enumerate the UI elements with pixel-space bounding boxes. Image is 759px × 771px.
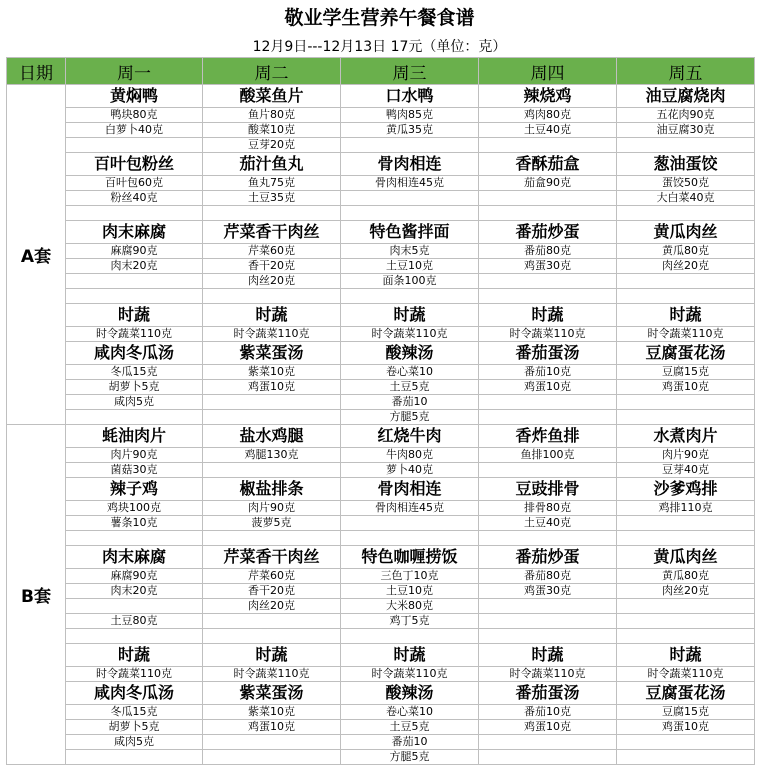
dish-name-cell[interactable]: 油豆腐烧肉 — [617, 85, 755, 108]
ingredient-row — [7, 614, 755, 629]
dish-name-cell[interactable]: 时蔬 — [203, 644, 341, 667]
dish-name-cell[interactable]: 芹菜香干肉丝 — [203, 221, 341, 244]
ingredient-cell[interactable]: 冬瓜15克 — [66, 705, 203, 720]
ingredient-cell[interactable] — [203, 531, 341, 546]
dish-name-cell[interactable]: 辣子鸡 — [66, 478, 203, 501]
ingredient-cell[interactable] — [479, 599, 617, 614]
ingredient-cell[interactable]: 紫菜10克 — [203, 365, 341, 380]
ingredient-cell[interactable] — [617, 274, 755, 289]
ingredient-row — [7, 123, 755, 138]
ingredient-row — [7, 365, 755, 380]
ingredient-cell[interactable] — [203, 395, 341, 410]
ingredient-cell[interactable]: 鸡块100克 — [66, 501, 203, 516]
ingredient-cell[interactable]: 方腿5克 — [341, 750, 479, 765]
ingredient-cell[interactable] — [479, 410, 617, 425]
ingredient-cell[interactable]: 肉片90克 — [66, 448, 203, 463]
dish-name-cell[interactable]: 紫菜蛋汤 — [203, 682, 341, 705]
ingredient-cell[interactable]: 土豆40克 — [479, 516, 617, 531]
ingredient-cell[interactable] — [617, 516, 755, 531]
ingredient-cell[interactable]: 麻腐90克 — [66, 244, 203, 259]
ingredient-cell[interactable]: 萝卜40克 — [341, 463, 479, 478]
dish-name-cell[interactable]: 咸肉冬瓜汤 — [66, 682, 203, 705]
ingredient-cell[interactable]: 芹菜60克 — [203, 569, 341, 584]
ingredient-cell[interactable]: 鸡蛋10克 — [479, 380, 617, 395]
ingredient-cell[interactable] — [479, 735, 617, 750]
ingredient-cell[interactable] — [617, 629, 755, 644]
ingredient-cell[interactable]: 薯条10克 — [66, 516, 203, 531]
ingredient-cell[interactable]: 茄盒90克 — [479, 176, 617, 191]
ingredient-row — [7, 667, 755, 682]
ingredient-cell[interactable]: 肉丝20克 — [617, 259, 755, 274]
ingredient-cell[interactable]: 时令蔬菜110克 — [617, 667, 755, 682]
ingredient-cell[interactable] — [66, 410, 203, 425]
ingredient-cell[interactable]: 咸肉5克 — [66, 395, 203, 410]
date-range-subtitle: 12月9日---12月13日 17元（单位：克） — [252, 39, 507, 55]
dish-name-cell[interactable]: 番茄炒蛋 — [479, 221, 617, 244]
dish-name-cell[interactable]: 骨肉相连 — [341, 478, 479, 501]
ingredient-cell[interactable] — [66, 206, 203, 221]
ingredient-cell[interactable]: 鸡蛋30克 — [479, 584, 617, 599]
dish-name-cell[interactable]: 芹菜香干肉丝 — [203, 546, 341, 569]
ingredient-cell[interactable]: 黄瓜80克 — [617, 569, 755, 584]
ingredient-cell[interactable]: 番茄80克 — [479, 569, 617, 584]
ingredient-row — [7, 501, 755, 516]
ingredient-cell[interactable]: 土豆10克 — [341, 584, 479, 599]
ingredient-cell[interactable] — [479, 274, 617, 289]
ingredient-cell[interactable] — [203, 614, 341, 629]
ingredient-row — [7, 750, 755, 765]
ingredient-cell[interactable]: 肉末5克 — [341, 244, 479, 259]
ingredient-cell[interactable]: 卷心菜10 — [341, 365, 479, 380]
ingredient-cell[interactable]: 大米80克 — [341, 599, 479, 614]
ingredient-cell[interactable]: 番茄10 — [341, 395, 479, 410]
ingredient-cell[interactable] — [66, 750, 203, 765]
ingredient-cell[interactable] — [617, 735, 755, 750]
ingredient-cell[interactable] — [341, 629, 479, 644]
ingredient-cell[interactable]: 麻腐90克 — [66, 569, 203, 584]
ingredient-cell[interactable]: 香干20克 — [203, 259, 341, 274]
ingredient-cell[interactable]: 排骨80克 — [479, 501, 617, 516]
dish-name-cell[interactable]: 时蔬 — [203, 304, 341, 327]
dish-name-cell[interactable]: 香酥茄盒 — [479, 153, 617, 176]
dish-name-cell[interactable]: 水煮肉片 — [617, 425, 755, 448]
ingredient-cell[interactable]: 时令蔬菜110克 — [203, 667, 341, 682]
dish-name-cell[interactable]: 肉末麻腐 — [66, 546, 203, 569]
dish-name-cell[interactable]: 椒盐排条 — [203, 478, 341, 501]
ingredient-row — [7, 327, 755, 342]
ingredient-cell[interactable]: 酸菜10克 — [203, 123, 341, 138]
ingredient-cell[interactable] — [66, 274, 203, 289]
ingredient-cell[interactable] — [479, 191, 617, 206]
ingredient-cell[interactable]: 紫菜10克 — [203, 705, 341, 720]
ingredient-cell[interactable] — [617, 206, 755, 221]
dish-row — [7, 682, 755, 705]
ingredient-cell[interactable]: 时令蔬菜110克 — [66, 327, 203, 342]
dish-name-cell[interactable]: 特色咖喱捞饭 — [341, 546, 479, 569]
ingredient-cell[interactable]: 土豆10克 — [341, 259, 479, 274]
dish-row — [7, 153, 755, 176]
header-day-cell[interactable]: 周三 — [341, 58, 479, 85]
ingredient-cell[interactable] — [203, 463, 341, 478]
ingredient-cell[interactable] — [617, 599, 755, 614]
menu-table — [6, 57, 755, 765]
ingredient-cell[interactable] — [617, 138, 755, 153]
ingredient-cell[interactable]: 肉丝20克 — [617, 584, 755, 599]
ingredient-row — [7, 108, 755, 123]
ingredient-cell[interactable] — [203, 410, 341, 425]
dish-name-cell[interactable]: 时蔬 — [617, 304, 755, 327]
header-row — [7, 58, 755, 85]
ingredient-row — [7, 735, 755, 750]
dish-name-cell[interactable]: 沙爹鸡排 — [617, 478, 755, 501]
ingredient-row — [7, 410, 755, 425]
ingredient-cell[interactable] — [617, 531, 755, 546]
ingredient-cell[interactable] — [479, 289, 617, 304]
dish-name-cell[interactable]: 百叶包粉丝 — [66, 153, 203, 176]
dish-name-cell[interactable]: 蚝油肉片 — [66, 425, 203, 448]
ingredient-cell[interactable] — [479, 614, 617, 629]
ingredient-cell[interactable]: 卷心菜10 — [341, 705, 479, 720]
dish-name-cell[interactable]: 豆豉排骨 — [479, 478, 617, 501]
ingredient-row — [7, 206, 755, 221]
ingredient-cell[interactable]: 豆腐15克 — [617, 705, 755, 720]
header-day-cell[interactable]: 周一 — [66, 58, 203, 85]
ingredient-cell[interactable]: 鸡排110克 — [617, 501, 755, 516]
ingredient-cell[interactable]: 鱼丸75克 — [203, 176, 341, 191]
dish-name-cell[interactable]: 番茄炒蛋 — [479, 546, 617, 569]
set-label[interactable]: B套 — [7, 425, 66, 765]
dish-name-cell[interactable]: 香炸鱼排 — [479, 425, 617, 448]
dish-name-cell[interactable]: 时蔬 — [66, 304, 203, 327]
dish-name-cell[interactable]: 口水鸭 — [341, 85, 479, 108]
ingredient-cell[interactable] — [617, 289, 755, 304]
ingredient-row — [7, 463, 755, 478]
ingredient-row — [7, 599, 755, 614]
ingredient-cell[interactable]: 肉片90克 — [617, 448, 755, 463]
ingredient-cell[interactable]: 百叶包60克 — [66, 176, 203, 191]
ingredient-cell[interactable] — [617, 614, 755, 629]
ingredient-cell[interactable]: 鸡蛋10克 — [479, 720, 617, 735]
ingredient-cell[interactable]: 鸡蛋30克 — [479, 259, 617, 274]
ingredient-cell[interactable]: 大白菜40克 — [617, 191, 755, 206]
ingredient-cell[interactable] — [341, 191, 479, 206]
header-day-cell[interactable]: 周四 — [479, 58, 617, 85]
ingredient-cell[interactable]: 蛋饺50克 — [617, 176, 755, 191]
ingredient-cell[interactable] — [617, 750, 755, 765]
ingredient-cell[interactable]: 鱼片80克 — [203, 108, 341, 123]
ingredient-cell[interactable]: 时令蔬菜110克 — [479, 667, 617, 682]
ingredient-cell[interactable]: 豆芽40克 — [617, 463, 755, 478]
ingredient-cell[interactable]: 菌菇30克 — [66, 463, 203, 478]
ingredient-cell[interactable] — [66, 138, 203, 153]
dish-name-cell[interactable]: 酸辣汤 — [341, 682, 479, 705]
ingredient-row — [7, 448, 755, 463]
ingredient-cell[interactable]: 骨肉相连45克 — [341, 501, 479, 516]
ingredient-cell[interactable]: 土豆40克 — [479, 123, 617, 138]
ingredient-cell[interactable]: 时令蔬菜110克 — [617, 327, 755, 342]
ingredient-cell[interactable]: 鸡丁5克 — [341, 614, 479, 629]
ingredient-cell[interactable]: 鸡蛋10克 — [617, 720, 755, 735]
dish-name-cell[interactable]: 骨肉相连 — [341, 153, 479, 176]
ingredient-cell[interactable]: 鸭肉85克 — [341, 108, 479, 123]
ingredient-cell[interactable]: 黄瓜35克 — [341, 123, 479, 138]
ingredient-cell[interactable]: 菠萝5克 — [203, 516, 341, 531]
dish-name-cell[interactable]: 特色酱拌面 — [341, 221, 479, 244]
ingredient-cell[interactable]: 番茄10克 — [479, 365, 617, 380]
ingredient-cell[interactable]: 五花肉90克 — [617, 108, 755, 123]
ingredient-cell[interactable]: 土豆35克 — [203, 191, 341, 206]
ingredient-cell[interactable]: 方腿5克 — [341, 410, 479, 425]
ingredient-row — [7, 191, 755, 206]
ingredient-row — [7, 705, 755, 720]
ingredient-cell[interactable] — [203, 206, 341, 221]
header-day-cell[interactable]: 周五 — [617, 58, 755, 85]
ingredient-cell[interactable] — [617, 410, 755, 425]
set-label[interactable]: A套 — [7, 85, 66, 425]
ingredient-cell[interactable] — [617, 395, 755, 410]
ingredient-cell[interactable] — [341, 206, 479, 221]
dish-name-cell[interactable]: 时蔬 — [66, 644, 203, 667]
ingredient-cell[interactable]: 芹菜60克 — [203, 244, 341, 259]
ingredient-cell[interactable]: 豆腐15克 — [617, 365, 755, 380]
ingredient-row — [7, 569, 755, 584]
dish-row — [7, 85, 755, 108]
ingredient-row — [7, 629, 755, 644]
ingredient-cell[interactable] — [66, 629, 203, 644]
dish-name-cell[interactable]: 盐水鸡腿 — [203, 425, 341, 448]
ingredient-row — [7, 176, 755, 191]
dish-name-cell[interactable]: 咸肉冬瓜汤 — [66, 342, 203, 365]
ingredient-cell[interactable]: 番茄10克 — [479, 705, 617, 720]
dish-row — [7, 478, 755, 501]
dish-row — [7, 342, 755, 365]
ingredient-cell[interactable] — [479, 750, 617, 765]
ingredient-row — [7, 138, 755, 153]
ingredient-row — [7, 516, 755, 531]
ingredient-row — [7, 259, 755, 274]
ingredient-cell[interactable] — [479, 395, 617, 410]
ingredient-cell[interactable]: 豆芽20克 — [203, 138, 341, 153]
ingredient-row — [7, 395, 755, 410]
dish-name-cell[interactable]: 紫菜蛋汤 — [203, 342, 341, 365]
dish-row — [7, 304, 755, 327]
ingredient-cell[interactable] — [66, 599, 203, 614]
dish-row — [7, 425, 755, 448]
ingredient-cell[interactable]: 时令蔬菜110克 — [203, 327, 341, 342]
dish-name-cell[interactable]: 时蔬 — [341, 304, 479, 327]
ingredient-cell[interactable]: 面条100克 — [341, 274, 479, 289]
ingredient-cell[interactable] — [203, 750, 341, 765]
dish-name-cell[interactable]: 时蔬 — [479, 304, 617, 327]
ingredient-cell[interactable]: 油豆腐30克 — [617, 123, 755, 138]
ingredient-cell[interactable]: 胡萝卜5克 — [66, 380, 203, 395]
ingredient-row — [7, 531, 755, 546]
dish-name-cell[interactable]: 豆腐蛋花汤 — [617, 682, 755, 705]
ingredient-cell[interactable] — [341, 531, 479, 546]
ingredient-cell[interactable]: 咸肉5克 — [66, 735, 203, 750]
ingredient-cell[interactable]: 胡萝卜5克 — [66, 720, 203, 735]
ingredient-cell[interactable]: 时令蔬菜110克 — [341, 667, 479, 682]
dish-row — [7, 644, 755, 667]
ingredient-cell[interactable]: 时令蔬菜110克 — [66, 667, 203, 682]
header-date-cell[interactable]: 日期 — [7, 58, 66, 85]
ingredient-cell[interactable] — [66, 531, 203, 546]
ingredient-cell[interactable]: 鸭块80克 — [66, 108, 203, 123]
dish-name-cell[interactable]: 酸辣汤 — [341, 342, 479, 365]
ingredient-cell[interactable]: 黄瓜80克 — [617, 244, 755, 259]
ingredient-cell[interactable] — [341, 138, 479, 153]
dish-name-cell[interactable]: 番茄蛋汤 — [479, 682, 617, 705]
dish-name-cell[interactable]: 辣烧鸡 — [479, 85, 617, 108]
ingredient-cell[interactable]: 冬瓜15克 — [66, 365, 203, 380]
ingredient-cell[interactable] — [479, 629, 617, 644]
ingredient-cell[interactable]: 牛肉80克 — [341, 448, 479, 463]
dish-name-cell[interactable]: 时蔬 — [341, 644, 479, 667]
ingredient-cell[interactable]: 番茄80克 — [479, 244, 617, 259]
dish-name-cell[interactable]: 黄焖鸭 — [66, 85, 203, 108]
dish-row — [7, 546, 755, 569]
ingredient-cell[interactable] — [203, 629, 341, 644]
ingredient-cell[interactable] — [479, 531, 617, 546]
ingredient-cell[interactable]: 肉末20克 — [66, 259, 203, 274]
ingredient-row — [7, 720, 755, 735]
header-day-cell[interactable]: 周二 — [203, 58, 341, 85]
ingredient-cell[interactable]: 粉丝40克 — [66, 191, 203, 206]
dish-row — [7, 221, 755, 244]
ingredient-cell[interactable]: 鱼排100克 — [479, 448, 617, 463]
dish-name-cell[interactable]: 葱油蛋饺 — [617, 153, 755, 176]
ingredient-row — [7, 584, 755, 599]
ingredient-cell[interactable] — [479, 463, 617, 478]
ingredient-cell[interactable]: 土豆80克 — [66, 614, 203, 629]
ingredient-cell[interactable]: 鸡蛋10克 — [617, 380, 755, 395]
ingredient-cell[interactable] — [66, 289, 203, 304]
ingredient-row — [7, 244, 755, 259]
ingredient-cell[interactable] — [341, 289, 479, 304]
ingredient-cell[interactable]: 肉片90克 — [203, 501, 341, 516]
ingredient-cell[interactable]: 鸡蛋10克 — [203, 380, 341, 395]
ingredient-cell[interactable] — [203, 735, 341, 750]
dish-name-cell[interactable]: 酸菜鱼片 — [203, 85, 341, 108]
ingredient-cell[interactable]: 肉丝20克 — [203, 274, 341, 289]
ingredient-cell[interactable] — [479, 138, 617, 153]
ingredient-cell[interactable] — [479, 206, 617, 221]
dish-name-cell[interactable]: 时蔬 — [479, 644, 617, 667]
dish-name-cell[interactable]: 番茄蛋汤 — [479, 342, 617, 365]
menu-body — [7, 85, 755, 765]
dish-name-cell[interactable]: 肉末麻腐 — [66, 221, 203, 244]
ingredient-row — [7, 380, 755, 395]
dish-name-cell[interactable]: 红烧牛肉 — [341, 425, 479, 448]
ingredient-cell[interactable]: 骨肉相连45克 — [341, 176, 479, 191]
ingredient-cell[interactable]: 肉丝20克 — [203, 599, 341, 614]
ingredient-cell[interactable]: 土豆5克 — [341, 380, 479, 395]
dish-name-cell[interactable]: 茄汁鱼丸 — [203, 153, 341, 176]
ingredient-cell[interactable]: 时令蔬菜110克 — [479, 327, 617, 342]
ingredient-cell[interactable]: 鸡肉80克 — [479, 108, 617, 123]
ingredient-cell[interactable]: 三色丁10克 — [341, 569, 479, 584]
ingredient-row — [7, 289, 755, 304]
ingredient-cell[interactable]: 时令蔬菜110克 — [341, 327, 479, 342]
ingredient-cell[interactable] — [341, 516, 479, 531]
dish-name-cell[interactable]: 黄瓜肉丝 — [617, 221, 755, 244]
ingredient-cell[interactable]: 白萝卜40克 — [66, 123, 203, 138]
ingredient-cell[interactable]: 番茄10 — [341, 735, 479, 750]
dish-name-cell[interactable]: 时蔬 — [617, 644, 755, 667]
ingredient-cell[interactable] — [203, 289, 341, 304]
dish-name-cell[interactable]: 黄瓜肉丝 — [617, 546, 755, 569]
ingredient-cell[interactable]: 肉末20克 — [66, 584, 203, 599]
ingredient-cell[interactable]: 土豆5克 — [341, 720, 479, 735]
ingredient-cell[interactable]: 鸡蛋10克 — [203, 720, 341, 735]
ingredient-cell[interactable]: 鸡腿130克 — [203, 448, 341, 463]
ingredient-cell[interactable]: 香干20克 — [203, 584, 341, 599]
page-title: 敬业学生营养午餐食谱 — [284, 7, 475, 29]
dish-name-cell[interactable]: 豆腐蛋花汤 — [617, 342, 755, 365]
ingredient-row — [7, 274, 755, 289]
